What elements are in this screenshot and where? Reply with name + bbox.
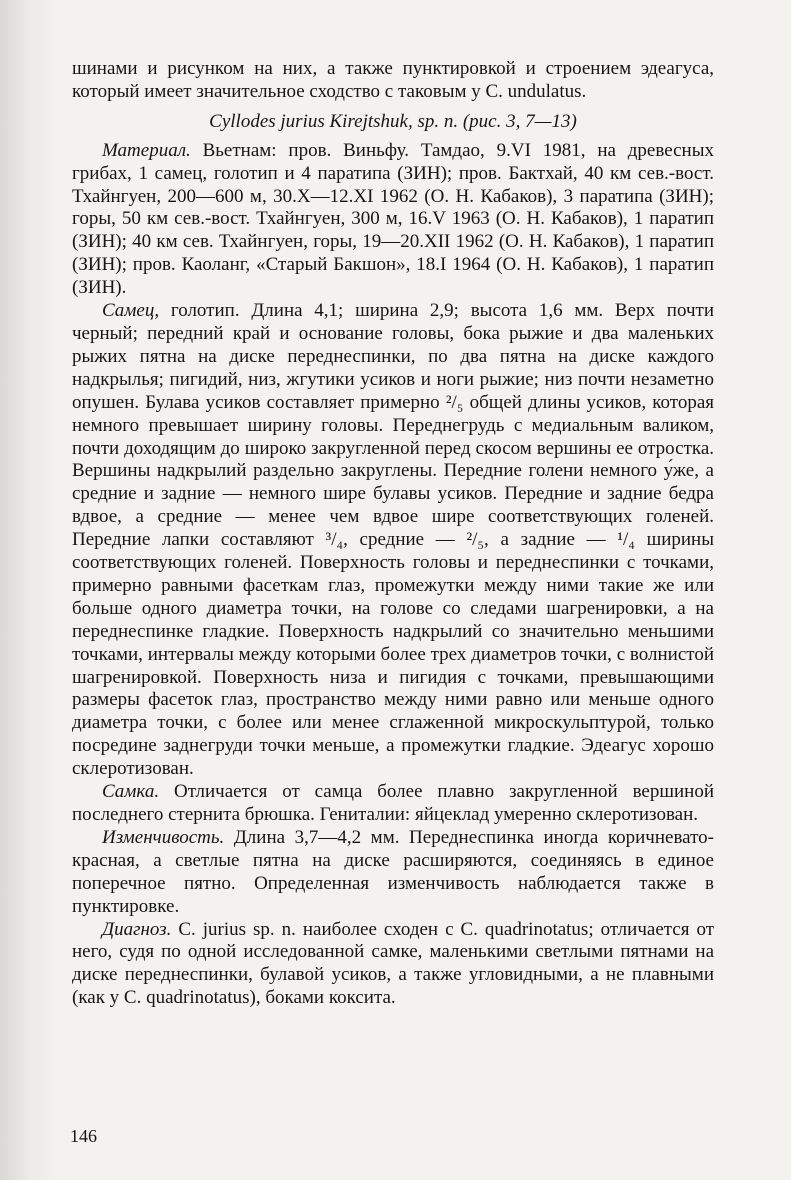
material-text: Вьетнам: пров. Виньфу. Тамдао, 9.VI 1981, на древесных грибах, 1 самец, голотип и 4 паратипа (ЗИН); пров. Бактхай, 40 км сев.-вост. Тхайнгуен, 200—600 м, 30.X—12.XI 1962 (О. Н. Кабаков), 3 паратипа (ЗИН); горы, 50 км сев.-вост. Тхайнгуен, 300 м, 16.V 1963 (О. Н. Кабаков), 1 паратип (ЗИН); 40 км сев. Тхайнгуен, горы, 19—20.XII 1962 (О. Н. Кабаков), 1 паратип (ЗИН); пров. Каоланг, «Старый Бакшон», 18.I 1964 (О. Н. Кабаков), 1 паратип (ЗИН). <box>72 139 714 299</box>
paragraph-material <box>72 140 714 300</box>
species-heading: Cyllodes jurius Kirejtshuk, sp. n. (рис. 3, 7—13) <box>209 110 577 132</box>
paragraph-female <box>72 781 714 827</box>
variability-label: Изменчивость. <box>102 826 225 848</box>
body-text <box>72 58 714 1010</box>
male-text: голотип. Длина 4,1; ширина 2,9; высота 1,6 мм. Верх почти черный; передний край и основание головы, бока рыжие и два маленьких рыжих пятна на диске переднеспинки, по два пятна на диске каждого надкрылья; пигидий, низ, жгутики усиков и ноги рыжие; низ почти незаметно опушен. Булава усиков составляет примерно ²/₅ общей длины усиков, которая немного превышает ширину головы. Переднегрудь с медиальным валиком, почти доходящим до широко закругленной перед скосом вершины ее отростка. Вершины надкрылий раздельно закруглены. Передние голени немного у́же, а средние и задние — немного шире булавы усиков. Передние и задние бедра вдвое, а средние — менее чем вдвое шире соответствующих голеней. Передние лапки составляют ³/₄, средние — ²/₅, а задние — ¹/₄ ширины соответствующих голеней. Поверхность головы и переднеспинки с точками, примерно равными фасеткам глаз, промежутки между ними такие же или больше одного диаметра точки, на голове со следами шагренировки, а на переднеспинке гладкие. Поверхность надкрылий со значительно меньшими точками, интервалы между которыми более трех диаметров точки, с волнистой шагренировкой. Поверхность низа и пигидия с точками, превышающими размеры фасеток глаз, пространство между ними равно или меньше одного диаметра точки, с более или менее сглаженной микроскульптурой, только посредине заднегруди точки меньше, а промежутки гладкие. Эдеагус хорошо склеротизован. <box>72 300 714 780</box>
paragraph-continuation: шинами и рисунком на них, а также пунктировкой и строением эдеагуса, который имеет значительное сходство с таковым у C. undulatus. <box>72 58 714 102</box>
male-label: Самец, <box>102 300 160 322</box>
page-number: 146 <box>70 1126 97 1146</box>
paragraph-male <box>72 300 714 781</box>
diagnosis-text: C. jurius sp. n. наиболее сходен с C. quadrinotatus; отличается от него, судя по одной исследованной самке, маленькими светлыми пятнами на диске переднеспинки, булавой усиков, а также угловидными, а не плавными (как у C. quadrinotatus), боками коксита. <box>72 918 714 1009</box>
material-label: Материал. <box>102 139 191 161</box>
paragraph-diagnosis <box>72 919 714 1011</box>
female-label: Самка. <box>102 781 160 803</box>
female-text: Отличается от самца более плавно закругленной вершиной последнего стернита брюшка. Гениталии: яйцеклад умеренно склеротизован. <box>72 781 714 825</box>
diagnosis-label: Диагноз. <box>102 918 172 940</box>
paragraph-variability <box>72 827 714 919</box>
variability-text: Длина 3,7—4,2 мм. Переднеспинка иногда коричневато-красная, а светлые пятна на диске расширяются, соединяясь в единое поперечное пятно. Определенная изменчивость наблюдается также в пунктировке. <box>72 826 714 917</box>
